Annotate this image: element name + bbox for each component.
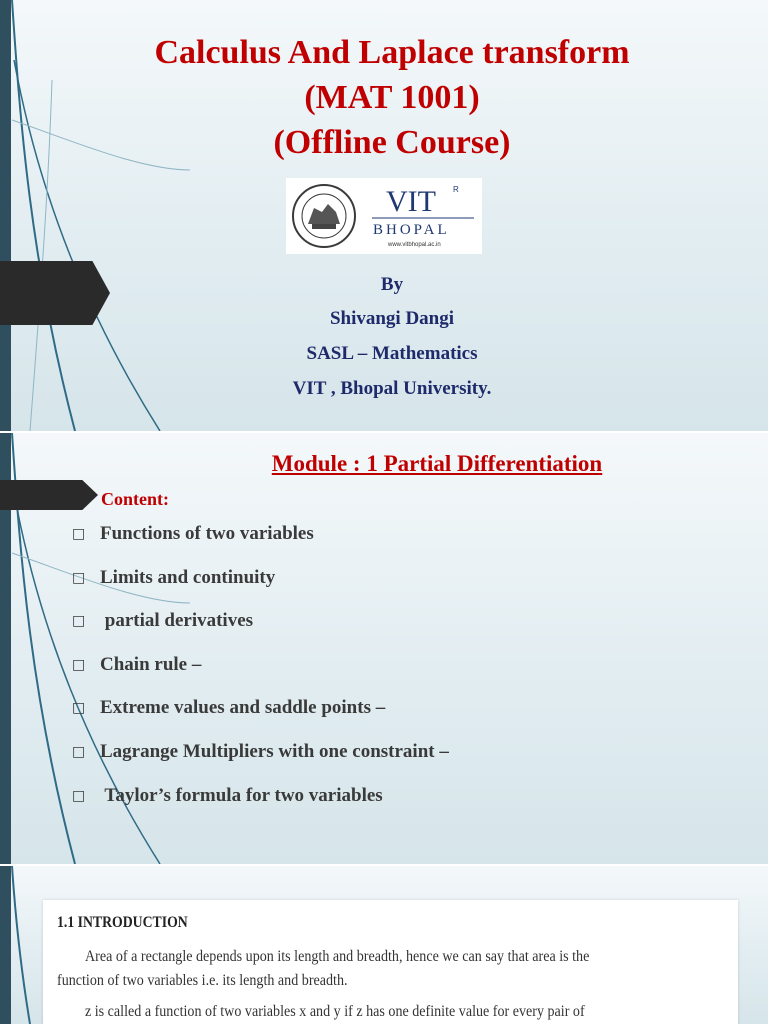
module-slide — [0, 433, 768, 864]
paragraph-line: Area of a rectangle depends upon its length and breadth, hence we can say that area is the — [85, 948, 590, 965]
list-item — [72, 610, 449, 654]
list-item — [72, 567, 449, 611]
introduction-slide — [0, 866, 768, 1024]
title-slide — [0, 0, 768, 431]
course-mode: (Offline Course) — [273, 124, 511, 161]
topic-text: Lagrange Multipliers with one constraint – — [100, 740, 449, 762]
topic-text: Limits and continuity — [100, 566, 276, 588]
bullet-square-icon: □ — [72, 656, 86, 673]
by-label: By — [380, 274, 404, 295]
bullet-square-icon: □ — [72, 526, 86, 542]
author-name: Shivangi Dangi — [329, 308, 455, 329]
bullet-square-icon: □ — [72, 787, 86, 804]
course-code: (MAT 1001) — [304, 79, 480, 116]
bullet-square-icon: □ — [72, 569, 86, 586]
topic-text: Chain rule – — [100, 653, 202, 675]
bullet-square-icon: □ — [72, 613, 86, 630]
topic-text: partial derivatives — [100, 610, 254, 632]
list-item — [72, 654, 449, 698]
content-label: Content: — [101, 489, 169, 509]
topic-list — [72, 523, 449, 828]
author-department: SASL – Mathematics — [306, 343, 478, 364]
list-item — [72, 697, 449, 741]
author-university: VIT , Bhopal University. — [292, 378, 492, 399]
arrow-tab-decoration — [0, 480, 98, 510]
list-item — [72, 785, 449, 829]
svg-text:R: R — [453, 185, 459, 194]
vit-bhopal-logo — [286, 178, 482, 254]
left-accent-bar — [0, 0, 11, 431]
topic-text: Functions of two variables — [100, 523, 314, 544]
paragraph-line: z is called a function of two variables x and y if z has one definite value for every pair of — [85, 1003, 585, 1020]
bullet-square-icon: □ — [72, 700, 86, 717]
list-item — [72, 523, 449, 567]
topic-text: Extreme values and saddle points – — [100, 697, 386, 719]
left-accent-bar — [0, 866, 11, 1024]
textbook-excerpt — [43, 900, 738, 1024]
section-heading: 1.1 INTRODUCTION — [57, 914, 188, 931]
svg-text:BHOPAL: BHOPAL — [373, 222, 450, 238]
svg-text:VIT: VIT — [386, 185, 436, 218]
list-item — [72, 741, 449, 785]
arrow-tab-decoration — [0, 261, 110, 325]
bullet-square-icon: □ — [72, 743, 86, 760]
paragraph-line: function of two variables i.e. its length and breadth. — [57, 972, 348, 989]
module-title: Module : 1 Partial Differentiation — [271, 451, 603, 476]
course-title: Calculus And Laplace transform — [154, 34, 630, 71]
svg-text:www.vitbhopal.ac.in: www.vitbhopal.ac.in — [388, 242, 441, 248]
topic-text: Taylor’s formula for two variables — [100, 784, 383, 806]
